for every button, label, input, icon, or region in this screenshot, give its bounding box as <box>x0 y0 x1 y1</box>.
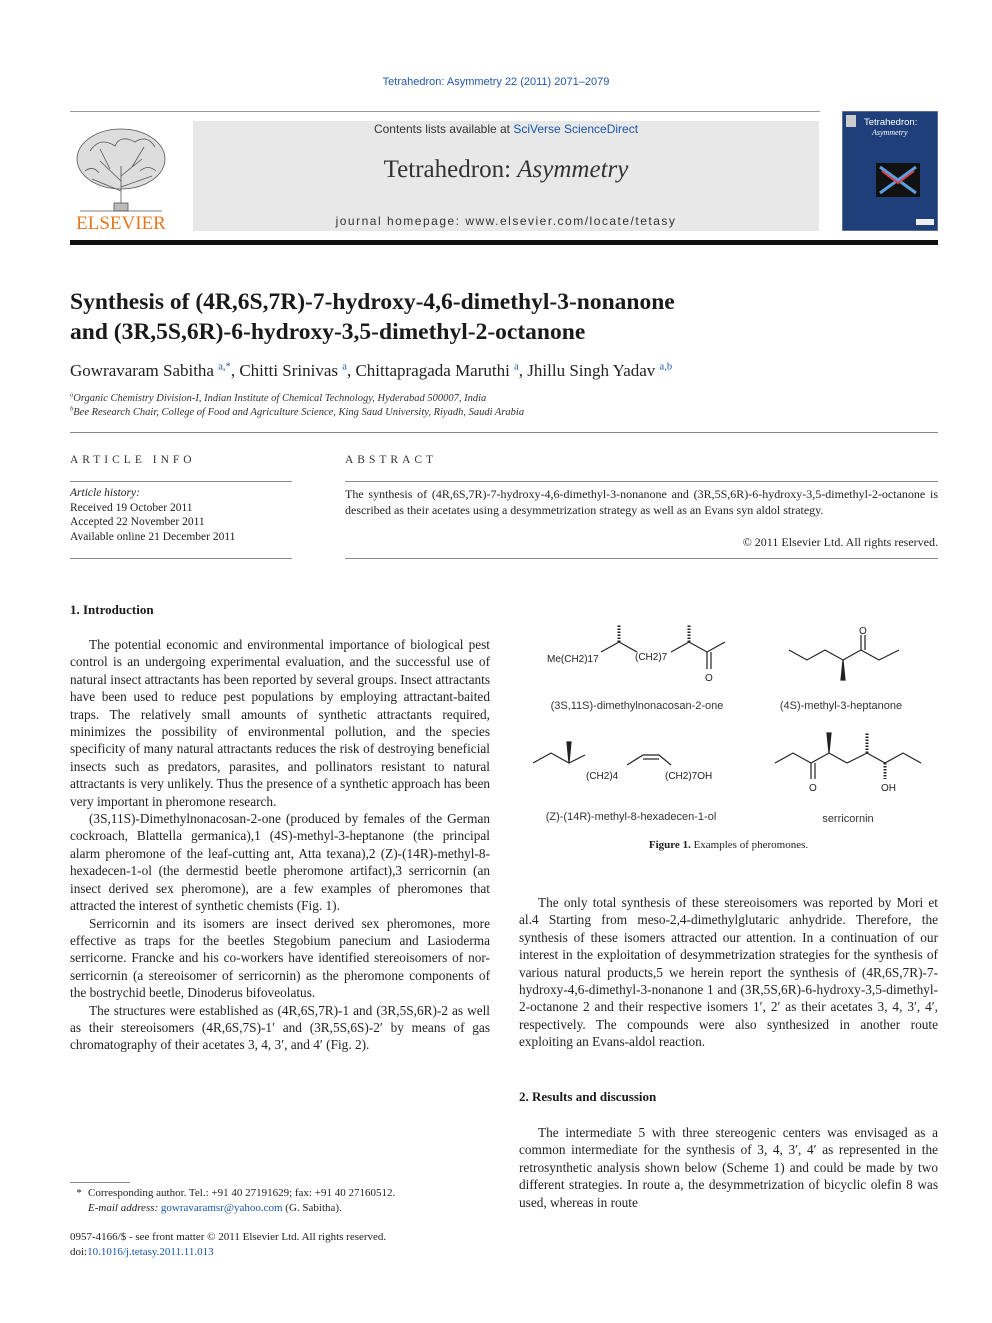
corresponding-author: Corresponding author. Tel.: +91 40 27191629; fax: +91 40 27160512. <box>88 1187 396 1199</box>
author-list: Gowravaram Sabitha $^{a,*}$, Chitti Srinivas $^a$, Chittapragada Maruthi $^a$, Jhillu Singh Yadav $^{a,b}$ <box>70 361 673 380</box>
cover-subtitle: Asymmetry <box>872 128 908 137</box>
atom-label: OH <box>881 783 896 794</box>
article-title-line1: Synthesis of (4R,6S,7R)-7-hydroxy-4,6-dimethyl-3-nonanone <box>70 289 675 315</box>
email-suffix: (G. Sabitha). <box>285 1202 342 1214</box>
online-date: Available online 21 December 2011 <box>70 530 236 543</box>
footnote-rule <box>70 1182 130 1183</box>
molecule-4-structure <box>775 733 921 779</box>
abstract-copyright: © 2011 Elsevier Ltd. All rights reserved. <box>742 535 938 549</box>
figure-caption-text: Examples of pheromones. <box>693 839 809 851</box>
doi-label: doi: <box>70 1246 88 1258</box>
results-heading: 2. Results and discussion <box>519 1089 657 1104</box>
author-name[interactable]: Chitti Srinivas <box>239 361 339 380</box>
header-top-rule <box>70 111 820 112</box>
molecule-2-label: (4S)-methyl-3-heptanone <box>779 700 903 712</box>
atom-label: O <box>859 626 867 637</box>
elsevier-logo[interactable] <box>70 121 172 233</box>
divider <box>70 432 938 433</box>
history-label: Article history: <box>70 487 140 499</box>
intro-paragraph: Serricornin and its isomers are insect derived sex pheromones, more effective as traps for the beetles Stegobium panecium and Lasioderma serricorne. Francke and his co-workers have identified stereoisomers of nor-serricornin (a stereoisomer of serricornin) as the pheromone components of the bostrychid beetle, Dinoderus bifoveolatus. <box>70 915 490 1001</box>
molecule-3-structure <box>533 742 671 765</box>
abstract-heading: ABSTRACT <box>345 454 438 466</box>
header-thick-rule <box>70 240 938 245</box>
author-affil-mark[interactable]: a,b <box>659 361 673 373</box>
article-title <box>70 287 930 347</box>
doi-link[interactable]: 10.1016/j.tetasy.2011.11.013 <box>87 1246 214 1258</box>
affiliation-a <box>70 393 486 404</box>
cover-title: Tetrahedron: <box>864 117 918 128</box>
received-date: Received 19 October 2011 <box>70 501 193 514</box>
journal-homepage[interactable]: journal homepage: www.elsevier.com/locate/tetasy <box>335 214 677 228</box>
divider <box>70 481 292 482</box>
molecule-4-label: serricornin <box>822 813 874 825</box>
affiliation-mark: a <box>70 391 74 399</box>
issn-block <box>70 1230 490 1260</box>
journal-cover[interactable] <box>842 111 938 231</box>
affiliation-text: Bee Research Chair, College of Food and Agriculture Science, King Saud University, Riyadh, Saudi Arabia <box>73 407 525 418</box>
abstract-text: The synthesis of (4R,6S,7R)-7-hydroxy-4,6-dimethyl-3-nonanone and (3R,5S,6R)-6-hydroxy-3,5-dimethyl-2-octanone is described as their acetates using a desymmetrization strategy as well as an Evans syn aldol strategy. <box>345 487 938 517</box>
figure-1-caption <box>519 839 938 851</box>
intro-heading: 1. Introduction <box>70 602 154 617</box>
body-paragraph: The intermediate 5 with three stereogenic centers was envisaged as a common intermediate for the synthesis of 3, 4, 3′, 4′ as represented in the retrosynthetic analysis shown below (Scheme 1) and could be made by two different strategies. In route a, the desymmetrization of bicyclic olefin 8 was used, whereas in route <box>519 1125 938 1210</box>
sciencedirect-link[interactable]: SciVerse ScienceDirect <box>513 122 639 136</box>
molecule-3-chain-end: (CH2)7OH <box>665 771 713 782</box>
contents-prefix: Contents lists available at <box>373 122 514 136</box>
divider <box>345 558 938 559</box>
email-link[interactable]: gowravaramsr@yahoo.com <box>160 1202 283 1214</box>
affiliation-text: Organic Chemistry Division-I, Indian Institute of Chemical Technology, Hyderabad 500007, India <box>73 393 487 404</box>
article-title-line2: and (3R,5S,6R)-6-hydroxy-3,5-dimethyl-2-octanone <box>70 319 586 345</box>
molecule-3-chain-mid: (CH2)4 <box>586 771 619 782</box>
footnote <box>70 1186 490 1216</box>
intro-paragraph: The potential economic and environmental importance of biological pest control is an undergoing experimental evaluation, and the successful use of natural insect attractants has been reported by several groups. Insect attractants have been used to reduce pest populations by employing attractant-baited traps. The relatively small amounts of synthetic attractants required, minimizes the possibility of environmental pollution, and the species specificity of many natural attractants reduces the risk of destroying beneficial insects such as predators, parasites, and pollinators resistant to natural attractants is very unlikely. Thus the presence of a synthetic approach has been very important in pheromone research. <box>70 637 490 809</box>
footnote-mark: * <box>76 1187 82 1199</box>
figure-caption-label: Figure 1. <box>648 839 691 851</box>
right-column-bottom <box>519 1124 938 1211</box>
elsevier-wordmark: ELSEVIER <box>76 213 166 233</box>
email-label: E-mail address: <box>88 1202 159 1214</box>
journal-name-italic: Asymmetry <box>517 156 629 183</box>
journal-name: Tetrahedron: <box>383 156 518 183</box>
affiliation-b <box>70 407 524 418</box>
intro-paragraph: (3S,11S)-Dimethylnonacosan-2-one (produced by females of the German cockroach, Blattella germanica),1 (4S)-methyl-3-heptanone (the principal alarm pheromone of the leaf-cutting ant, Atta texana),2 (Z)-(14R)-methyl-8-hexadecen-1-ol (the dermestid beetle pheromone artifact),3 serricornin (an insect derived sex pheromone), are a few examples of pheromones that attracted the interest of synthetic chemists (Fig. 1). <box>70 811 490 914</box>
author-name[interactable]: Jhillu Singh Yadav <box>527 361 656 380</box>
journal-cover-image <box>842 111 938 231</box>
right-column-top <box>519 894 938 1051</box>
molecule-1-chain-mid: (CH2)7 <box>635 652 668 663</box>
molecule-2-structure <box>789 635 899 680</box>
article-history <box>70 486 292 544</box>
molecule-1-label: (3S,11S)-dimethylnonacosan-2-one <box>550 700 724 712</box>
divider <box>70 558 292 559</box>
contents-line <box>193 122 819 136</box>
body-paragraph: The only total synthesis of these stereoisomers was reported by Mori et al.4 Starting from meso-2,4-dimethylglutaric anhydride. Therefore, the synthesis of these isomers attracted our attention. In a continuation of our interest in the exploitation of desymmetrization strategies for the synthesis of various natural products,5 we herein report the synthesis of (4R,6S,7R)-7-hydroxy-4,6-dimethyl-3-nonanone 1 and (3R,5S,6R)-6-hydroxy-3,5-dimethyl-2-octanone 2 and their respective isomers 1′, 2′ as their acetates 3, 4, 3′, 4′, respectively. The compounds were also synthesized in another route exploiting an Evans-aldol reaction. <box>519 895 938 1050</box>
atom-label: O <box>705 673 713 684</box>
elsevier-tree-icon <box>70 121 172 233</box>
divider <box>345 481 938 482</box>
affiliation-mark: b <box>70 405 74 413</box>
author-affil-mark[interactable]: a,* <box>218 361 231 373</box>
molecule-1-chain-left: Me(CH2)17 <box>547 654 599 665</box>
atom-label: O <box>809 783 817 794</box>
intro-paragraph: The structures were established as (4R,6S,7R)-1 and (3R,5S,6R)-2 as well as their stereoisomers (4R,6S,7S)-1′ and (3R,5S,6S)-2′ by means of gas chromatography of their acetates 3, 4, 3′, and 4′ (Fig. 2). <box>70 1002 490 1053</box>
issn-line: 0957-4166/$ - see front matter © 2011 Elsevier Ltd. All rights reserved. <box>70 1231 387 1243</box>
author-name[interactable]: Gowravaram Sabitha <box>70 361 214 380</box>
journal-citation[interactable]: Tetrahedron: Asymmetry 22 (2011) 2071–2079 <box>382 76 610 88</box>
molecule-3-label: (Z)-(14R)-methyl-8-hexadecen-1-ol <box>545 811 717 823</box>
author-name[interactable]: Chittapragada Maruthi <box>355 361 510 380</box>
author-affil-mark[interactable]: a <box>514 361 519 373</box>
pheromone-structures <box>519 615 938 839</box>
article-info-heading: ARTICLE INFO <box>70 454 196 466</box>
author-affil-mark[interactable]: a <box>342 361 347 373</box>
figure-1 <box>519 615 938 855</box>
journal-title <box>193 156 819 184</box>
accepted-date: Accepted 22 November 2011 <box>70 516 205 528</box>
left-column <box>70 636 490 1054</box>
